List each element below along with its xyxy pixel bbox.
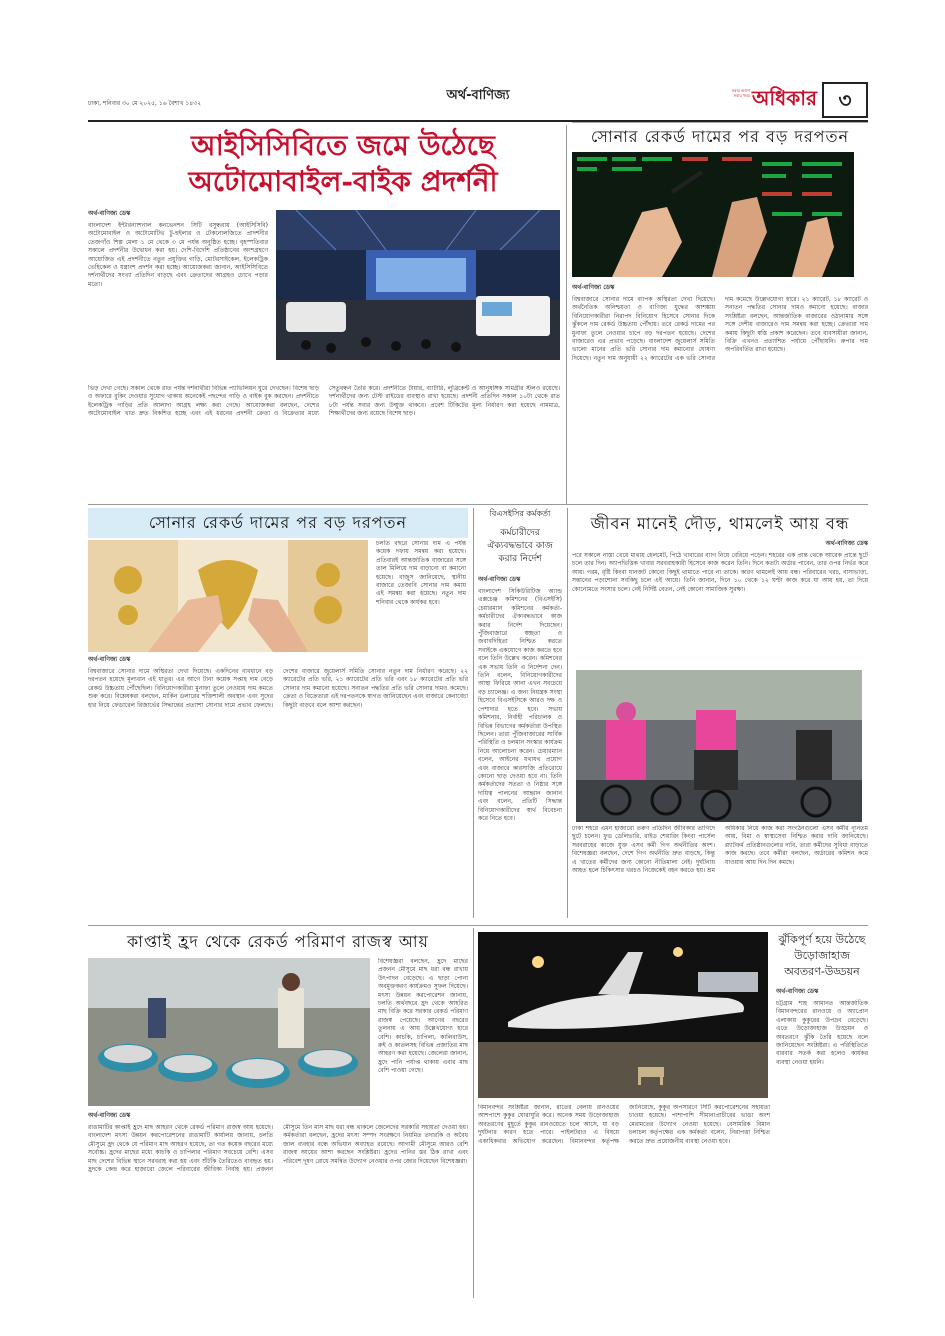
section-divider <box>88 504 868 505</box>
auto-show-headline: আইসিসিবিতে জমে উঠেছে অটোমোবাইল-বাইক প্রদর্শনী <box>188 129 498 198</box>
kaptai-headline: কাপ্তাই হ্রদ থেকে রেকর্ড পরিমাণ রাজস্ব আয় <box>127 932 429 951</box>
page-header <box>88 80 868 120</box>
kaptai-side-text: বিশেষজ্ঞরা বলছেন, হ্রদে মাছের প্রজনন মৌসুমে মাছ ধরা বন্ধ রাখায় উৎপাদন বেড়েছে। এ ছাড়া পোনা অবমুক্তকরণ কার্যক্রমও সুফল দিয়েছে। মৎস্য উন্নয়ন করপোরেশন জানায়, চলতি অর্থবছরে হ্রদ থেকে আহরিত মাছ বিক্রি করে সরকার রেকর্ড পরিমাণ রাজস্ব পেয়েছে। আগের বছরের তুলনায় এ আয় উল্লেখযোগ্য হারে বেশি। কাচকি, চাপিলা, কালিবাউস, রুই ও কাতলসহ বিভিন্ন প্রজাতির মাছ আহরণ করা হয়েছে। জেলেরা জানান, হ্রদে পানি পর্যাপ্ত থাকায় এবার মাছ বেশি পাওয়া গেছে। <box>378 958 468 1075</box>
column-divider <box>473 508 474 918</box>
page-number: ৩ <box>822 82 868 118</box>
airport-dog-photo <box>478 932 768 1098</box>
gold-mid-byline: অর্থ-বাণিজ্য ডেস্ক <box>88 656 131 663</box>
auto-show-photo <box>276 210 560 360</box>
bsec-kicker: বিএসইসির কর্মকর্তা <box>489 509 551 518</box>
column-divider <box>473 928 474 1298</box>
logo-tagline: সবার আগে সবার খবর <box>731 88 750 98</box>
fish-market-photo <box>88 958 370 1106</box>
gold-mid-side-text: চলতি বছরে সোনার দাম এ পর্যন্ত কয়েক দফায় সমন্বয় করা হয়েছে। প্রতিবারই আন্তর্জাতিক বাজারের সঙ্গে তাল মিলিয়ে দাম বাড়ানো বা কমানো হয়েছে। বাজুস জানিয়েছে, স্থানীয় বাজারে তেজাবি সোনার দাম কমায় এই সমন্বয় করা হয়েছে। নতুন দাম শনিবার থেকে কার্যকর হবে। <box>376 540 466 606</box>
gold-market-photo <box>572 152 854 277</box>
column-divider <box>566 125 567 505</box>
bsec-headline: বিএসইসির কর্মকর্তা কর্মচারীদের ঐক্যবদ্ধভাবে কাজ করার নির্দেশ <box>478 508 562 568</box>
life-race-headline: জীবন মানেই দৌড়, থামলেই আয় বন্ধ <box>590 514 850 533</box>
gold-top-text: অর্থ-বাণিজ্য ডেস্ক বিশ্ববাজারে সোনার দামে ব্যাপক অস্থিরতা দেখা দিয়েছে। অর্থনৈতিক অনিশ্চয়তা ও বাণিজ্য যুদ্ধের আশঙ্কায় বিনিয়োগকারীরা নিরাপদ বিনিয়োগ হিসেবে সোনার দিকে ঝুঁকলে দাম রেকর্ড উচ্চতায় পৌঁছায়। তবে রেকর্ড দামের পর মুনাফা তুলে নেওয়ার চাপে বড় দরপতন হয়েছে। দেশের বাজারেও এর প্রভাব পড়েছে। বাংলাদেশ জুয়েলার্স সমিতি ভালো মানের প্রতি ভরি সোনার দাম কমানোর ঘোষণা দিয়েছে। নতুন দাম অনুযায়ী ২২ ক্যারেটের এক ভরি সোনার দাম কমেছে উল্লেখযোগ্য হারে। ২১ ক্যারেট, ১৮ ক্যারেট ও সনাতন পদ্ধতির সোনার দামও কমানো হয়েছে। বাজার সংশ্লিষ্টরা বলছেন, আন্তর্জাতিক বাজারের ওঠানামার সঙ্গে সঙ্গে দেশীয় বাজারেও দাম সমন্বয় করা হচ্ছে। ক্রেতারা দাম কমায় কিছুটা স্বস্তি প্রকাশ করেছেন। তবে ব্যবসায়ীরা জানান, বিক্রি এখনও প্রত্যাশিত পর্যায়ে পৌঁছায়নি। রুপার দাম অপরিবর্তিত রাখা হয়েছে। <box>572 284 868 362</box>
bsec-text: অর্থ-বাণিজ্য ডেস্ক বাংলাদেশ সিকিউরিটিজ অ্যান্ড এক্সচেঞ্জ কমিশনের (বিএসইসি) চেয়ারম্যান কমিশনের কর্মকর্তা-কর্মচারীদের ঐক্যবদ্ধভাবে কাজ করার নির্দেশ দিয়েছেন। পুঁজিবাজারে স্বচ্ছতা ও জবাবদিহিতা নিশ্চিত করতে সবাইকে একযোগে কাজ করতে হবে বলে তিনি উল্লেখ করেন। কমিশনের এক সভায় তিনি এ নির্দেশনা দেন। তিনি বলেন, বিনিয়োগকারীদের আস্থা ফিরিয়ে আনা এখন সবচেয়ে বড় চ্যালেঞ্জ। এ জন্য নিয়ন্ত্রক সংস্থা হিসেবে বিএসইসিকে আরও দক্ষ ও পেশাদার হতে হবে। সভায় কমিশনার, নির্বাহী পরিচালক ও বিভিন্ন বিভাগের কর্মকর্তারা উপস্থিত ছিলেন। তারা পুঁজিবাজারের সার্বিক পরিস্থিতি ও চলমান সংস্কার কার্যক্রম নিয়ে আলোচনা করেন। চেয়ারম্যান বলেন, আইনের যথাযথ প্রয়োগ এবং বাজারে কারসাজি প্রতিরোধে কোনো ছাড় দেওয়া হবে না। তিনি কর্মকর্তাদের সততা ও নিষ্ঠার সঙ্গে দায়িত্ব পালনের আহ্বান জানান এবং বলেন, প্রতিটি সিদ্ধান্ত বিনিয়োগকারীদের স্বার্থ বিবেচনা করে নিতে হবে। <box>478 576 562 822</box>
bsec-byline: অর্থ-বাণিজ্য ডেস্ক <box>478 576 521 583</box>
kaptai-byline: অর্থ-বাণিজ্য ডেস্ক <box>88 1112 131 1119</box>
life-race-byline: অর্থ-বাণিজ্য ডেস্ক <box>825 540 868 547</box>
gold-mid-headline: সোনার রেকর্ড দামের পর বড় দরপতন <box>88 508 468 538</box>
issue-date: ঢাকা, শনিবার ৩০ মে ২০২৫, ১৬ বৈশাখ ১৪৩২ <box>88 100 202 107</box>
newspaper-page <box>88 80 868 1300</box>
delivery-rider-photo <box>576 670 862 822</box>
auto-show-left-text: অর্থ-বাণিজ্য ডেস্ক বাংলাদেশ ইন্টারন্যাশনাল কনভেনশন সিটি বসুন্ধরায় (আইসিসিবি) অটোমোবাইল ও অটোমোটিভ টু-হুইলার ও টেকনোলজিতে প্রাদর্শনীর তেজগাঁও শিল্প মেলা ১ মে থেকে ৩ মে পর্যন্ত অনুষ্ঠিত হচ্ছে। বৃহস্পতিবার সকালে প্রদর্শনীর উদ্বোধন করা হয়। দেশি-বিদেশি প্রতিষ্ঠানের অংশগ্রহণে আয়োজিত এই প্রদর্শনীতে নতুন প্রযুক্তির গাড়ি, মোটরসাইকেল, ইলেকট্রিক ভেহিকেল ও যন্ত্রাংশ প্রদর্শন করা হচ্ছে। আয়োজকরা জানান, আইসিসিবিতে দর্শনার্থীদের সংখ্যা প্রতিদিন বাড়ছে এবং ক্রেতাদের আগ্রহও চোখে পড়ার মতো। <box>88 210 268 288</box>
life-race-bottom-text: ঢাকা শহরে এমন হাজারো তরুণ প্রতিদিন জীবিকার তাগিদে ছুটে চলেন। ফুড ডেলিভারি, রাইড শেয়ারিং কিংবা পার্সেল সরবরাহের কাজে যুক্ত এসব কর্মী গিগ অর্থনীতির অংশ। বিশেষজ্ঞরা বলছেন, দেশে গিগ অর্থনীতি দ্রুত বাড়ছে, কিন্তু এ খাতের কর্মীদের জন্য কোনো নীতিমালা নেই। দুর্ঘটনায় আহত হলে চিকিৎসার খরচও নিজেকেই বহন করতে হয়। শ্রম অধিকার নিয়ে কাজ করা সংগঠনগুলো এসব কর্মীর ন্যূনতম আয়, বিমা ও স্বাস্থ্যসেবা নিশ্চিত করার দাবি জানিয়েছে। প্ল্যাটফর্ম প্রতিষ্ঠানগুলোর দাবি, তারা কর্মীদের সুবিধা বাড়াতে কাজ করছে। তবে কর্মীরা বলছেন, অর্ডারের কমিশন কমে যাওয়ায় আয় দিন দিন কমছে। <box>572 825 868 875</box>
logo-name: অধিকার <box>752 86 818 110</box>
gold-top-byline: অর্থ-বাণিজ্য ডেস্ক <box>572 284 615 291</box>
section-divider <box>88 925 868 926</box>
airport-side-column: ঝুঁকিপূর্ণ হয়ে উঠেছে উড়োজাহাজ অবতরণ-উড্ডয়ন অর্থ-বাণিজ্য ডেস্ক চট্টগ্রাম শাহ আমানত আন্তর্জাতিক বিমানবন্দরের রানওয়ে ও অ্যাপ্রোন এলাকায় কুকুরের উপদ্রব বেড়েছে। এতে উড়োজাহাজ উড্ডয়ন ও অবতরণে ঝুঁকি তৈরি হয়েছে বলে জানিয়েছেন সংশ্লিষ্টরা। এ পরিস্থিতিতে বারবার সতর্ক করা হলেও কার্যকর ব্যবস্থা নেওয়া হয়নি। <box>776 933 868 1066</box>
adhikar-logo-icon <box>728 84 828 114</box>
airport-headline: ঝুঁকিপূর্ণ হয়ে উঠেছে উড়োজাহাজ অবতরণ-উড্ডয়ন <box>778 933 866 978</box>
gold-top-headline: সোনার রেকর্ড দামের পর বড় দরপতন <box>572 122 868 150</box>
jewelry-photo <box>88 540 368 652</box>
life-race-top-text: অর্থ-বাণিজ্য ডেস্ক পরে সকালে নাস্তা খেয়ে মাথায় হেলমেট, পিঠে খাবারের ব্যাগ নিয়ে বেরিয়ে পড়েন। শহরের এক প্রান্ত থেকে আরেক প্রান্তে ছুটে চলে তার দিন। অ্যাপভিত্তিক খাবার সরবরাহকারী হিসেবে কাজ করেন তিনি। দিনে কতটা অর্ডার পাবেন, তার ওপর নির্ভর করে আয়। গরম, বৃষ্টি কিংবা যানজট কোনো কিছুই থামাতে পারে না তাকে। কারণ থামলেই আয় বন্ধ। পরিবারের খরচ, বাসাভাড়া, সন্তানের পড়াশোনা সবকিছু চলে এই আয়ে। তিনি জানান, দিনে ১০ থেকে ১২ ঘণ্টা কাজ করে যা আয় হয়, তা দিয়ে কোনোমতে সংসার চলে। নেই নির্দিষ্ট বেতন, নেই কোনো সামাজিক সুরক্ষা। <box>572 540 868 593</box>
column-divider <box>567 508 568 918</box>
gold-mid-main-text: অর্থ-বাণিজ্য ডেস্ক বিশ্ববাজারে সোনার দামে অস্থিরতা দেখা দিয়েছে। একদিনের ব্যবধানে বড় দরপতন হয়েছে মূল্যবান এই ধাতুর। এর আগে টানা কয়েক সপ্তাহ দাম বেড়ে রেকর্ড উচ্চতায় পৌঁছেছিল। বিনিয়োগকারীরা মুনাফা তুলে নেওয়ায় দাম কমতে শুরু করে। বিশ্লেষকরা বলছেন, মার্কিন ডলারের শক্তিশালী অবস্থান এবং সুদের হার নিয়ে ফেডারেল রিজার্ভের সিদ্ধান্তের প্রত্যাশা সোনার দামে প্রভাব ফেলছে। দেশের বাজারে জুয়েলার্স সমিতি সোনার নতুন দাম নির্ধারণ করেছে। ২২ ক্যারেটের প্রতি ভরি, ২১ ক্যারেটের প্রতি ভরি এবং ১৮ ক্যারেটের প্রতি ভরি সোনার দাম কমানো হয়েছে। সনাতন পদ্ধতির প্রতি ভরি সোনার দামও কমেছে। ক্রেতা ও বিক্রেতারা এই দরপতনকে স্বাগত জানিয়েছেন এবং বাজারে কেনাবেচা কিছুটা বাড়বে বলে আশা করছেন। <box>88 656 468 709</box>
section-title: অর্থ-বাণিজ্য <box>446 88 510 103</box>
kaptai-main-text: অর্থ-বাণিজ্য ডেস্ক রাঙামাটির কাপ্তাই হ্রদে মাছ আহরণ থেকে রেকর্ড পরিমাণ রাজস্ব আয় হয়েছে। বাংলাদেশ মৎস্য উন্নয়ন করপোরেশনের রাঙামাটি কার্যালয় জানায়, চলতি মৌসুমে হ্রদ থেকে যে পরিমাণ মাছ আহরণ হয়েছে, তা গত কয়েক বছরের মধ্যে সর্বোচ্চ। হ্রদের মাছের মধ্যে কাচকি ও চাপিলার পরিমাণ সবচেয়ে বেশি। এসব মাছ দেশের বিভিন্ন স্থানে সরবরাহ করা হয় এবং শুঁটকি তৈরিতেও ব্যবহৃত হয়। হ্রদকে কেন্দ্র করে হাজারো জেলে পরিবারের জীবিকা নির্বাহ হয়। প্রজনন মৌসুমে তিন মাস মাছ ধরা বন্ধ থাকলে জেলেদের সরকারি সহায়তা দেওয়া হয়। কর্মকর্তারা বলছেন, হ্রদের মৎস্য সম্পদ সংরক্ষণে নিয়মিত তদারকি ও অবৈধ জাল ব্যবহার বন্ধে অভিযান অব্যাহত রয়েছে। আগামী মৌসুমে আরও বেশি রাজস্ব আয়ের আশা করছেন সংশ্লিষ্টরা। হ্রদের পানির স্তর ঠিক রাখা এবং পরিবেশ দূষণ রোধে সমন্বিত উদ্যোগ নেওয়ার ওপর জোর দিয়েছেন বিশেষজ্ঞরা। <box>88 1112 468 1174</box>
airport-byline: অর্থ-বাণিজ্য ডেস্ক <box>776 988 819 995</box>
airport-main-text: বিমানবন্দর সংশ্লিষ্টরা জানান, রাতের বেলায় রানওয়ের আশপাশে কুকুর ঘোরাঘুরি করে। অনেক সময় উড়োজাহাজ অবতরণের মুহূর্তে কুকুর রানওয়েতে চলে আসে, যা বড় দুর্ঘটনার কারণ হতে পারে। পাইলটরাও এ বিষয়ে একাধিকবার অভিযোগ করেছেন। বিমানবন্দর কর্তৃপক্ষ জানিয়েছে, কুকুর অপসারণে সিটি করপোরেশনের সহায়তা চাওয়া হয়েছে। পাশাপাশি সীমানাপ্রাচীরের ভাঙা অংশ মেরামতের উদ্যোগ নেওয়া হয়েছে। বেসামরিক বিমান চলাচল কর্তৃপক্ষের এক কর্মকর্তা বলেন, নিরাপত্তা নিশ্চিত করতে দ্রুত প্রয়োজনীয় ব্যবস্থা নেওয়া হবে। <box>478 1104 770 1145</box>
auto-show-main-text: ভিড় দেখা গেছে। সকাল থেকে রাত পর্যন্ত দর্শনার্থীরা বিভিন্ন প্যাভিলিয়ন ঘুরে দেখছেন। বিশেষ ছাড় ও অফারে বুকিং দেওয়ার সুযোগ থাকায় অনেকেই পছন্দের গাড়ি ও বাইক বুক করছেন। প্রদর্শনীতে ইলেকট্রিক গাড়ির প্রতি আলাদা আগ্রহ লক্ষ্য করা গেছে। আয়োজকরা বলছেন, দেশের অটোমোবাইল খাত দ্রুত বিকশিত হচ্ছে এবং এই ধরনের প্রদর্শনী ক্রেতা ও বিক্রেতার মধ্যে সেতুবন্ধন তৈরি করে। প্রদর্শনীতে টায়ার, ব্যাটারি, লুব্রিকেন্ট ও আনুষঙ্গিক সামগ্রীর স্টলও রয়েছে। দর্শনার্থীদের জন্য টেস্ট রাইডের ব্যবস্থাও রাখা হয়েছে। প্রদর্শনী প্রতিদিন সকাল ১০টা থেকে রাত ৮টা পর্যন্ত সবার জন্য উন্মুক্ত থাকবে। প্রবেশ টিকিটের মূল্য নির্ধারণ করা হয়েছে নামমাত্র, শিক্ষার্থীদের জন্য রয়েছে বিশেষ ছাড়। <box>88 385 560 418</box>
auto-show-byline: অর্থ-বাণিজ্য ডেস্ক <box>88 210 131 217</box>
